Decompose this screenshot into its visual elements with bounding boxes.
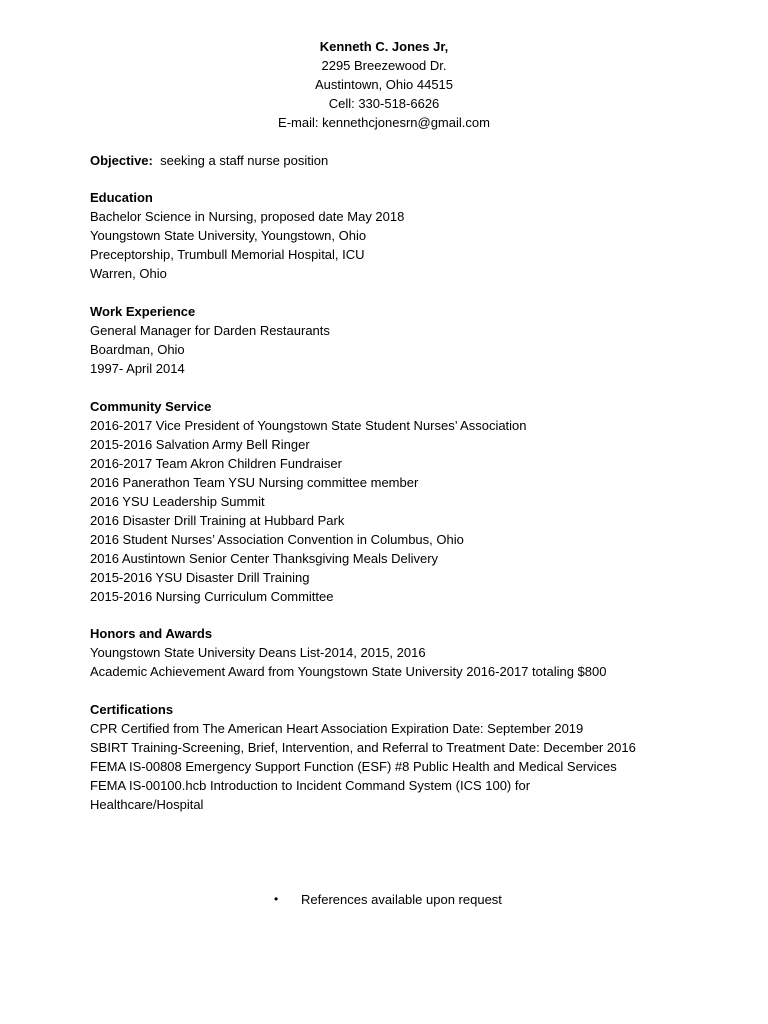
references-note: References available upon request <box>301 892 502 907</box>
honors-line: Youngstown State University Deans List-2014, 2015, 2016 <box>90 645 426 660</box>
education-line: Youngstown State University, Youngstown, Ohio <box>90 228 367 243</box>
honors-heading: Honors and Awards <box>90 626 213 641</box>
community-line: 2015-2016 Nursing Curriculum Committee <box>90 589 334 604</box>
certifications-heading: Certifications <box>90 702 174 717</box>
certification-line: SBIRT Training-Screening, Brief, Intervention, and Referral to Treatment Date: December 2016 <box>90 740 636 755</box>
community-service-heading: Community Service <box>90 399 212 414</box>
community-line: 2016 Student Nurses’ Association Convention in Columbus, Ohio <box>90 532 464 547</box>
objective-line <box>90 151 328 170</box>
work-experience-heading: Work Experience <box>90 304 196 319</box>
education-line: Bachelor Science in Nursing, proposed date May 2018 <box>90 209 405 224</box>
community-line: 2016 YSU Leadership Summit <box>90 494 265 509</box>
cell-phone: Cell: 330-518-6626 <box>328 96 440 111</box>
objective-text: seeking a staff nurse position <box>160 153 329 168</box>
certification-line: FEMA IS-00808 Emergency Support Function (ESF) #8 Public Health and Medical Services <box>90 759 617 774</box>
email-address: E-mail: kennethcjonesrn@gmail.com <box>278 115 490 130</box>
honors-line: Academic Achievement Award from Youngstown State University 2016-2017 totaling $800 <box>90 664 607 679</box>
objective-label: Objective: <box>90 153 153 168</box>
education-heading: Education <box>90 190 153 205</box>
address-line-2: Austintown, Ohio 44515 <box>314 77 454 92</box>
education-line: Warren, Ohio <box>90 266 167 281</box>
education-line: Preceptorship, Trumbull Memorial Hospital, ICU <box>90 247 365 262</box>
community-line: 2015-2016 YSU Disaster Drill Training <box>90 570 310 585</box>
community-line: 2015-2016 Salvation Army Bell Ringer <box>90 437 310 452</box>
address-line-1: 2295 Breezewood Dr. <box>321 58 447 73</box>
community-line: 2016 Austintown Senior Center Thanksgiving Meals Delivery <box>90 551 439 566</box>
community-line: 2016 Panerathon Team YSU Nursing committee member <box>90 475 419 490</box>
certification-line: Healthcare/Hospital <box>90 797 204 812</box>
community-line: 2016-2017 Team Akron Children Fundraiser <box>90 456 342 471</box>
work-line: 1997- April 2014 <box>90 361 185 376</box>
certification-line: CPR Certified from The American Heart Association Expiration Date: September 2019 <box>90 721 584 736</box>
work-line: General Manager for Darden Restaurants <box>90 323 330 338</box>
certification-line: FEMA IS-00100.hcb Introduction to Incident Command System (ICS 100) for <box>90 778 531 793</box>
community-line: 2016-2017 Vice President of Youngstown State Student Nurses’ Association <box>90 418 527 433</box>
work-line: Boardman, Ohio <box>90 342 185 357</box>
candidate-name: Kenneth C. Jones Jr, <box>319 39 449 54</box>
bullet-icon: • <box>274 892 279 906</box>
community-line: 2016 Disaster Drill Training at Hubbard Park <box>90 513 345 528</box>
